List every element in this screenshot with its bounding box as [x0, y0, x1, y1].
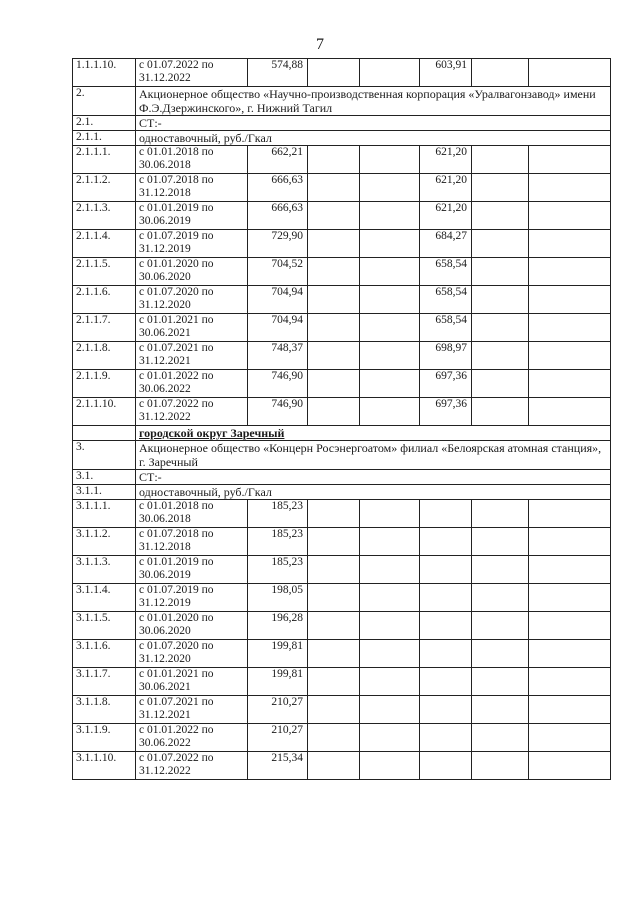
period-end: 31.12.2020: [139, 653, 191, 665]
period-start: с 01.01.2019 по: [139, 556, 214, 568]
value-cell: 215,34: [248, 752, 308, 780]
table-row: [73, 146, 611, 174]
period-end: 30.06.2018: [139, 159, 191, 171]
row-id: 2.1.1.8.: [73, 342, 136, 370]
empty-cell: [529, 286, 611, 314]
row-id: 2.1.1.9.: [73, 370, 136, 398]
row-id: 2.1.1.3.: [73, 202, 136, 230]
value-cell: 684,27: [420, 230, 472, 258]
row-id: 3.1.1.1.: [73, 500, 136, 528]
row-id: 2.: [73, 87, 136, 116]
table-row: [73, 668, 611, 696]
value-cell: 185,23: [248, 500, 308, 528]
empty-cell: [308, 696, 360, 724]
row-period: [136, 370, 248, 398]
row-period: [136, 556, 248, 584]
row-period: [136, 612, 248, 640]
empty-cell: [308, 612, 360, 640]
value-cell: 697,36: [420, 398, 472, 426]
table-row: [73, 724, 611, 752]
period-end: 31.12.2018: [139, 187, 191, 199]
value-cell: 185,23: [248, 556, 308, 584]
value-cell: 210,27: [248, 724, 308, 752]
empty-cell: [420, 724, 472, 752]
empty-cell: [308, 230, 360, 258]
empty-cell: [529, 174, 611, 202]
empty-cell: [529, 556, 611, 584]
value-cell: 199,81: [248, 668, 308, 696]
value-cell: 603,91: [420, 59, 472, 87]
empty-cell: [420, 696, 472, 724]
period-start: с 01.01.2018 по: [139, 146, 214, 158]
period-end: 30.06.2021: [139, 681, 191, 693]
empty-cell: [308, 286, 360, 314]
empty-cell: [308, 500, 360, 528]
row-id: 2.1.1.1.: [73, 146, 136, 174]
empty-cell: [308, 398, 360, 426]
value-cell: 658,54: [420, 286, 472, 314]
empty-cell: [529, 370, 611, 398]
value-cell: 729,90: [248, 230, 308, 258]
row-id: 3.1.1.7.: [73, 668, 136, 696]
period-start: с 01.07.2021 по: [139, 342, 214, 354]
row-id: 2.1.1.4.: [73, 230, 136, 258]
row-period: [136, 230, 248, 258]
row-period: [136, 202, 248, 230]
empty-cell: [472, 584, 529, 612]
empty-cell: [529, 258, 611, 286]
empty-cell: [529, 584, 611, 612]
empty-cell: [360, 286, 420, 314]
empty-cell: [472, 640, 529, 668]
empty-cell: [529, 230, 611, 258]
empty-cell: [472, 202, 529, 230]
row-id: 3.1.1.3.: [73, 556, 136, 584]
empty-cell: [420, 640, 472, 668]
period-end: 31.12.2022: [139, 411, 191, 423]
empty-cell: [360, 584, 420, 612]
empty-cell: [472, 398, 529, 426]
empty-cell: [472, 342, 529, 370]
empty-cell: [308, 202, 360, 230]
period-end: 30.06.2019: [139, 215, 191, 227]
period-start: с 01.01.2022 по: [139, 370, 214, 382]
value-cell: 658,54: [420, 314, 472, 342]
empty-cell: [472, 612, 529, 640]
period-start: с 01.07.2019 по: [139, 230, 214, 242]
period-end: 30.06.2018: [139, 513, 191, 525]
value-cell: 666,63: [248, 202, 308, 230]
empty-cell: [472, 258, 529, 286]
row-period: [136, 146, 248, 174]
period-end: 31.12.2021: [139, 355, 191, 367]
value-cell: 198,05: [248, 584, 308, 612]
empty-cell: [529, 146, 611, 174]
row-id: 1.1.1.10.: [73, 59, 136, 87]
value-cell: 698,97: [420, 342, 472, 370]
row-period: [136, 668, 248, 696]
empty-cell: [472, 696, 529, 724]
empty-cell: [472, 59, 529, 87]
row-id: 3.1.1.2.: [73, 528, 136, 556]
period-end: 30.06.2020: [139, 271, 191, 283]
empty-cell: [360, 668, 420, 696]
empty-cell: [529, 202, 611, 230]
tariff-type-row: [73, 485, 611, 500]
row-id: [73, 426, 136, 441]
value-cell: 662,21: [248, 146, 308, 174]
table-row: [73, 640, 611, 668]
row-label: СТ:-: [136, 116, 611, 131]
empty-cell: [529, 696, 611, 724]
period-start: с 01.07.2019 по: [139, 584, 214, 596]
value-cell: 748,37: [248, 342, 308, 370]
row-id: 3.1.1.6.: [73, 640, 136, 668]
period-start: с 01.01.2021 по: [139, 314, 214, 326]
empty-cell: [420, 584, 472, 612]
table-row: [73, 202, 611, 230]
row-label: Акционерное общество «Концерн Росэнергоатом» филиал «Белоярская атомная станция», г. Заречный: [136, 441, 611, 470]
empty-cell: [529, 342, 611, 370]
row-period: [136, 59, 248, 87]
row-period: [136, 258, 248, 286]
table-row: [73, 556, 611, 584]
empty-cell: [472, 370, 529, 398]
row-id: 3.1.1.8.: [73, 696, 136, 724]
row-id: 3.1.1.10.: [73, 752, 136, 780]
row-id: 3.1.1.9.: [73, 724, 136, 752]
empty-cell: [529, 59, 611, 87]
empty-cell: [472, 286, 529, 314]
period-end: 30.06.2019: [139, 569, 191, 581]
period-start: с 01.07.2018 по: [139, 174, 214, 186]
row-id: 3.: [73, 441, 136, 470]
empty-cell: [472, 752, 529, 780]
value-cell: 746,90: [248, 398, 308, 426]
value-cell: 704,94: [248, 286, 308, 314]
empty-cell: [529, 314, 611, 342]
period-end: 30.06.2022: [139, 737, 191, 749]
empty-cell: [360, 258, 420, 286]
row-id: 3.1.1.: [73, 485, 136, 500]
empty-cell: [472, 668, 529, 696]
empty-cell: [308, 370, 360, 398]
empty-cell: [360, 752, 420, 780]
table-row: [73, 342, 611, 370]
section-row: [73, 426, 611, 441]
empty-cell: [308, 174, 360, 202]
empty-cell: [308, 724, 360, 752]
row-period: [136, 724, 248, 752]
period-start: с 01.01.2022 по: [139, 724, 214, 736]
empty-cell: [472, 556, 529, 584]
period-start: с 01.01.2020 по: [139, 612, 214, 624]
period-end: 31.12.2019: [139, 597, 191, 609]
empty-cell: [308, 668, 360, 696]
empty-cell: [360, 556, 420, 584]
empty-cell: [360, 146, 420, 174]
value-cell: 621,20: [420, 202, 472, 230]
period-end: 31.12.2020: [139, 299, 191, 311]
empty-cell: [308, 342, 360, 370]
table-row: [73, 59, 611, 87]
period-end: 30.06.2021: [139, 327, 191, 339]
row-id: 2.1.1.6.: [73, 286, 136, 314]
row-label: одноставочный, руб./Гкал: [136, 485, 611, 500]
empty-cell: [360, 696, 420, 724]
empty-cell: [529, 752, 611, 780]
empty-cell: [420, 668, 472, 696]
period-start: с 01.07.2020 по: [139, 640, 214, 652]
value-cell: 621,20: [420, 174, 472, 202]
row-period: [136, 342, 248, 370]
empty-cell: [360, 528, 420, 556]
ct-row: [73, 116, 611, 131]
empty-cell: [472, 528, 529, 556]
table-row: [73, 174, 611, 202]
table-row: [73, 500, 611, 528]
empty-cell: [420, 752, 472, 780]
value-cell: 196,28: [248, 612, 308, 640]
row-label: одноставочный, руб./Гкал: [136, 131, 611, 146]
row-id: 3.1.: [73, 470, 136, 485]
empty-cell: [420, 556, 472, 584]
row-period: [136, 696, 248, 724]
empty-cell: [360, 342, 420, 370]
empty-cell: [472, 724, 529, 752]
period-start: с 01.01.2019 по: [139, 202, 214, 214]
empty-cell: [360, 612, 420, 640]
empty-cell: [360, 314, 420, 342]
value-cell: 658,54: [420, 258, 472, 286]
empty-cell: [308, 258, 360, 286]
table-row: [73, 528, 611, 556]
period-start: с 01.01.2021 по: [139, 668, 214, 680]
table-row: [73, 584, 611, 612]
row-period: [136, 500, 248, 528]
empty-cell: [360, 724, 420, 752]
period-start: с 01.07.2020 по: [139, 286, 214, 298]
period-end: 31.12.2018: [139, 541, 191, 553]
period-end: 31.12.2019: [139, 243, 191, 255]
period-start: с 01.07.2021 по: [139, 696, 214, 708]
empty-cell: [308, 528, 360, 556]
empty-cell: [308, 146, 360, 174]
empty-cell: [360, 174, 420, 202]
row-id: 2.1.: [73, 116, 136, 131]
period-end: 31.12.2022: [139, 765, 191, 777]
row-period: [136, 584, 248, 612]
table-row: [73, 230, 611, 258]
row-period: [136, 528, 248, 556]
row-period: [136, 314, 248, 342]
table-row: [73, 286, 611, 314]
page-number: 7: [316, 36, 324, 53]
row-period: [136, 752, 248, 780]
period-start: с 01.07.2022 по: [139, 398, 214, 410]
period-end: 31.12.2022: [139, 72, 191, 84]
empty-cell: [529, 640, 611, 668]
value-cell: 704,94: [248, 314, 308, 342]
value-cell: 697,36: [420, 370, 472, 398]
empty-cell: [308, 59, 360, 87]
empty-cell: [472, 230, 529, 258]
empty-cell: [308, 314, 360, 342]
value-cell: 746,90: [248, 370, 308, 398]
empty-cell: [472, 500, 529, 528]
value-cell: 666,63: [248, 174, 308, 202]
table-row: [73, 370, 611, 398]
empty-cell: [360, 398, 420, 426]
period-start: с 01.07.2018 по: [139, 528, 214, 540]
empty-cell: [360, 230, 420, 258]
row-period: [136, 286, 248, 314]
empty-cell: [308, 640, 360, 668]
value-cell: 621,20: [420, 146, 472, 174]
row-id: 3.1.1.4.: [73, 584, 136, 612]
table-row: [73, 612, 611, 640]
table-row: [73, 398, 611, 426]
value-cell: 199,81: [248, 640, 308, 668]
value-cell: 704,52: [248, 258, 308, 286]
ct-row: [73, 470, 611, 485]
period-end: 30.06.2022: [139, 383, 191, 395]
empty-cell: [308, 584, 360, 612]
empty-cell: [360, 500, 420, 528]
empty-cell: [360, 640, 420, 668]
period-end: 31.12.2021: [139, 709, 191, 721]
period-start: с 01.01.2020 по: [139, 258, 214, 270]
period-end: 30.06.2020: [139, 625, 191, 637]
value-cell: 210,27: [248, 696, 308, 724]
row-period: [136, 174, 248, 202]
tariff-table: [72, 58, 611, 780]
row-id: 2.1.1.2.: [73, 174, 136, 202]
org-header-row: [73, 441, 611, 470]
row-period: [136, 398, 248, 426]
empty-cell: [420, 500, 472, 528]
empty-cell: [308, 556, 360, 584]
empty-cell: [420, 612, 472, 640]
value-cell: 185,23: [248, 528, 308, 556]
row-label: СТ:-: [136, 470, 611, 485]
row-period: [136, 640, 248, 668]
table-row: [73, 752, 611, 780]
row-id: 2.1.1.5.: [73, 258, 136, 286]
empty-cell: [529, 528, 611, 556]
row-label: городской округ Заречный: [136, 426, 611, 441]
tariff-type-row: [73, 131, 611, 146]
row-id: 2.1.1.10.: [73, 398, 136, 426]
empty-cell: [420, 528, 472, 556]
empty-cell: [360, 202, 420, 230]
row-id: 2.1.1.7.: [73, 314, 136, 342]
table-row: [73, 314, 611, 342]
table-row: [73, 696, 611, 724]
row-id: 2.1.1.: [73, 131, 136, 146]
empty-cell: [360, 370, 420, 398]
empty-cell: [308, 752, 360, 780]
table-row: [73, 258, 611, 286]
period-start: с 01.07.2022 по: [139, 752, 214, 764]
empty-cell: [472, 174, 529, 202]
empty-cell: [529, 500, 611, 528]
value-cell: 574,88: [248, 59, 308, 87]
empty-cell: [529, 612, 611, 640]
empty-cell: [529, 398, 611, 426]
empty-cell: [529, 724, 611, 752]
period-start: с 01.01.2018 по: [139, 500, 214, 512]
row-id: 3.1.1.5.: [73, 612, 136, 640]
empty-cell: [529, 668, 611, 696]
empty-cell: [360, 59, 420, 87]
row-label: Акционерное общество «Научно-производственная корпорация «Уралвагонзавод» имени Ф.Э.Дзержинского», г. Нижний Тагил: [136, 87, 611, 116]
empty-cell: [472, 146, 529, 174]
org-header-row: [73, 87, 611, 116]
period-start: с 01.07.2022 по: [139, 59, 214, 71]
empty-cell: [472, 314, 529, 342]
